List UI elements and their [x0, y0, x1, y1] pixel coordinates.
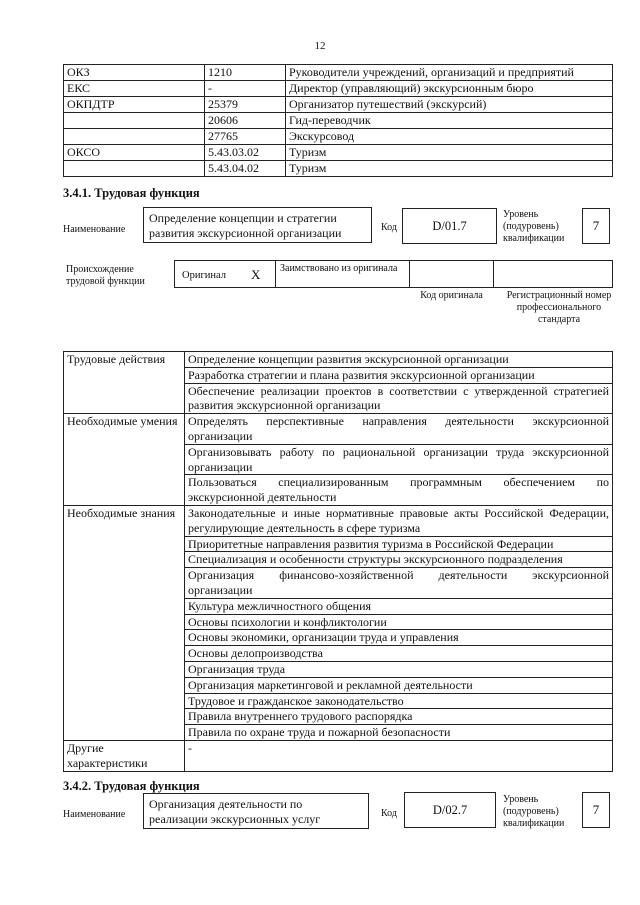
detail-item: Основы делопроизводства — [185, 646, 613, 662]
category-cell — [64, 709, 185, 725]
detail-item: Правила по охране труда и пожарной безопасности — [185, 725, 613, 741]
detail-item: Разработка стратегии и плана развития экскурсионной организации — [185, 367, 613, 383]
code-value: - — [205, 81, 286, 97]
category-cell: Трудовые действия — [64, 352, 185, 368]
category-cell — [64, 367, 185, 383]
origin-borrowed-label: Заимствовано из оригинала — [280, 263, 398, 274]
page-number: 12 — [314, 40, 326, 52]
detail-item: Организация финансово-хозяйственной деятельности экскурсионной организации — [185, 568, 613, 599]
function-detail-row — [64, 661, 613, 677]
function-detail-row — [64, 598, 613, 614]
classification-codes-table — [63, 64, 613, 177]
code-system: ОКСО — [64, 145, 205, 161]
function-detail-row — [64, 383, 613, 414]
category-cell — [64, 725, 185, 741]
code-name: Туризм — [286, 145, 613, 161]
function-detail-row — [64, 552, 613, 568]
function-detail-row — [64, 367, 613, 383]
category-cell — [64, 677, 185, 693]
code-system: ЕКС — [64, 81, 205, 97]
category-cell — [64, 693, 185, 709]
origin-reg-number-label: Регистрационный номер профессионального стандарта — [506, 290, 612, 325]
detail-item: Организовывать работу по рациональной организации труда экскурсионной организации — [185, 444, 613, 475]
code-system: ОКПДТР — [64, 97, 205, 113]
category-cell — [64, 661, 185, 677]
function-2-name-label: Наименование — [63, 809, 126, 820]
codes-row — [64, 129, 613, 145]
function-2-title: 3.4.2. Трудовая функция — [63, 779, 200, 793]
code-name: Директор (управляющий) экскурсионным бюро — [286, 81, 613, 97]
codes-row — [64, 113, 613, 129]
codes-row — [64, 97, 613, 113]
codes-row — [64, 65, 613, 81]
origin-code-cell — [409, 260, 494, 288]
function-detail-row — [64, 709, 613, 725]
function-2-level-label: Уровень (подуровень) квалификации — [503, 794, 565, 829]
code-value: 5.43.04.02 — [205, 161, 286, 177]
category-cell — [64, 552, 185, 568]
function-1-level-label: Уровень (подуровень) квалификации — [503, 209, 565, 244]
code-name: Туризм — [286, 161, 613, 177]
function-detail-row — [64, 444, 613, 475]
function-detail-row — [64, 536, 613, 552]
code-name: Организатор путешествий (экскурсий) — [286, 97, 613, 113]
detail-item: Приоритетные направления развития туризма в Российской Федерации — [185, 536, 613, 552]
category-cell: Необходимые умения — [64, 414, 185, 445]
category-cell — [64, 646, 185, 662]
detail-item: Обеспечение реализации проектов в соответствии с утвержденной стратегией развития экскурсионной организации — [185, 383, 613, 414]
origin-original-label: Оригинал — [182, 270, 226, 281]
function-1-level: 7 — [582, 208, 610, 244]
function-detail-row — [64, 414, 613, 445]
detail-item: Определение концепции развития экскурсионной организации — [185, 352, 613, 368]
function-detail-row — [64, 630, 613, 646]
detail-item: Пользоваться специализированным программным обеспечением по экскурсионной деятельности — [185, 475, 613, 506]
category-cell — [64, 598, 185, 614]
category-cell: Необходимые знания — [64, 505, 185, 536]
function-detail-row — [64, 505, 613, 536]
detail-item: Правила внутреннего трудового распорядка — [185, 709, 613, 725]
function-1-title: 3.4.1. Трудовая функция — [63, 186, 200, 200]
category-cell — [64, 536, 185, 552]
category-cell — [64, 444, 185, 475]
function-detail-row — [64, 568, 613, 599]
codes-row — [64, 81, 613, 97]
detail-item: - — [185, 740, 613, 771]
detail-item: Специализация и особенности структуры экскурсионного подразделения — [185, 552, 613, 568]
code-value: 27765 — [205, 129, 286, 145]
function-1-name: Определение концепции и стратегии развития экскурсионной организации — [143, 207, 372, 243]
function-1-code-label: Код — [381, 222, 397, 233]
code-name: Экскурсовод — [286, 129, 613, 145]
function-1-code: D/01.7 — [402, 208, 497, 244]
function-detail-row — [64, 614, 613, 630]
code-name: Гид-переводчик — [286, 113, 613, 129]
function-detail-row — [64, 725, 613, 741]
code-system — [64, 129, 205, 145]
detail-item: Основы психологии и конфликтологии — [185, 614, 613, 630]
origin-reg-cell — [493, 260, 613, 288]
function-2-name: Организация деятельности по реализации экскурсионных услуг — [143, 793, 369, 829]
category-cell — [64, 614, 185, 630]
function-detail-row — [64, 740, 613, 771]
code-value: 1210 — [205, 65, 286, 81]
code-value: 25379 — [205, 97, 286, 113]
labor-function-details-table — [63, 351, 613, 772]
codes-row — [64, 145, 613, 161]
function-detail-row — [64, 646, 613, 662]
origin-original-mark: X — [251, 267, 261, 282]
function-detail-row — [64, 352, 613, 368]
detail-item: Основы экономики, организации труда и управления — [185, 630, 613, 646]
category-cell — [64, 630, 185, 646]
function-2-level: 7 — [582, 792, 610, 828]
code-name: Руководители учреждений, организаций и предприятий — [286, 65, 613, 81]
code-system — [64, 161, 205, 177]
detail-item: Организация маркетинговой и рекламной деятельности — [185, 677, 613, 693]
detail-item: Законодательные и иные нормативные правовые акты Российской Федерации, регулирующие деятельность в сфере туризма — [185, 505, 613, 536]
category-cell: Другие характеристики — [64, 740, 185, 771]
detail-item: Организация труда — [185, 661, 613, 677]
detail-item: Определять перспективные направления деятельности экскурсионной организации — [185, 414, 613, 445]
function-2-code: D/02.7 — [404, 792, 496, 828]
category-cell — [64, 383, 185, 414]
detail-item: Культура межличностного общения — [185, 598, 613, 614]
function-detail-row — [64, 475, 613, 506]
category-cell — [64, 568, 185, 599]
origin-label: Происхождение трудовой функции — [66, 264, 145, 287]
function-detail-row — [64, 693, 613, 709]
codes-row — [64, 161, 613, 177]
origin-code-original-label: Код оригинала — [420, 290, 483, 301]
function-detail-row — [64, 677, 613, 693]
function-2-code-label: Код — [381, 808, 397, 819]
code-system: ОКЗ — [64, 65, 205, 81]
code-system — [64, 113, 205, 129]
code-value: 5.43.03.02 — [205, 145, 286, 161]
category-cell — [64, 475, 185, 506]
code-value: 20606 — [205, 113, 286, 129]
detail-item: Трудовое и гражданское законодательство — [185, 693, 613, 709]
function-1-name-label: Наименование — [63, 224, 126, 235]
